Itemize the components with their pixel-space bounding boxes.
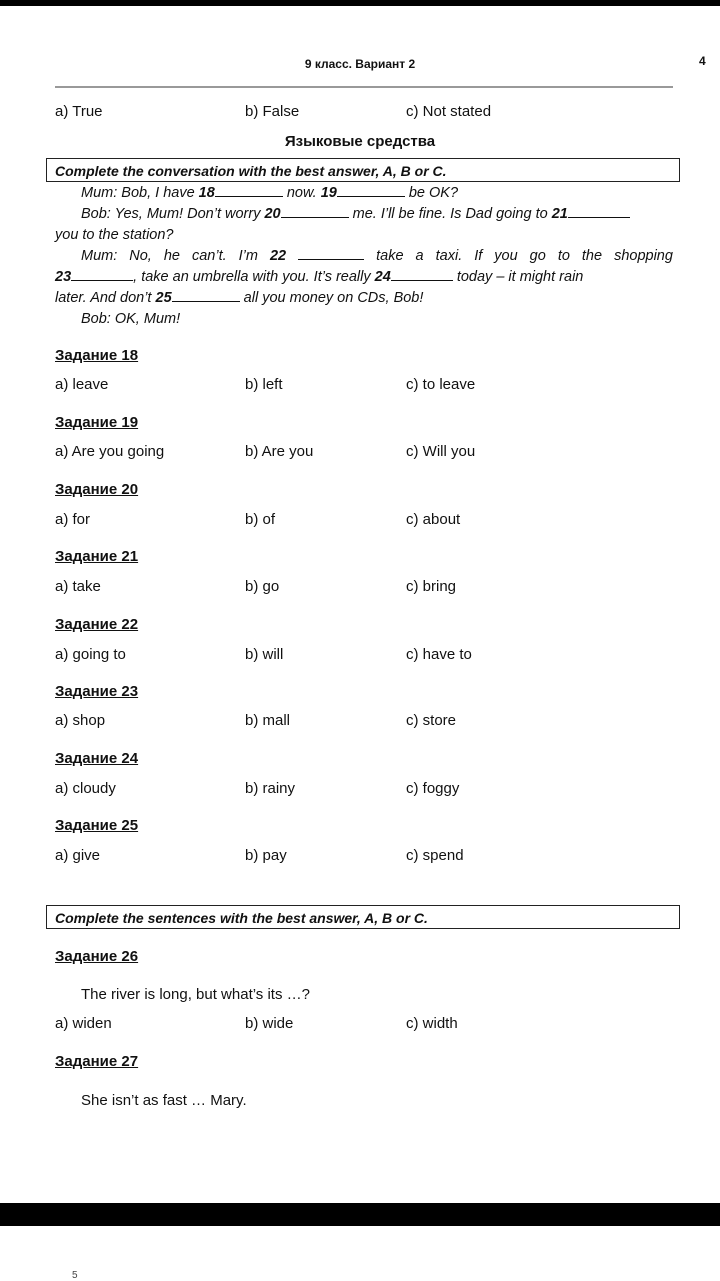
conv-word: shopping (614, 248, 673, 264)
answer-options (55, 376, 695, 396)
option-c: c) bring (406, 578, 457, 595)
option-c: c) about (406, 511, 461, 528)
gap-number: 22 (269, 248, 287, 264)
conv-word: he (163, 248, 180, 264)
gap-number: 19 (320, 185, 337, 201)
conv-text: Bob: OK, Mum! (81, 311, 181, 327)
conv-text: you to the station? (55, 227, 174, 243)
previous-answer-row (55, 103, 695, 123)
gap-number: 23 (55, 269, 72, 285)
conversation-line (55, 288, 673, 309)
answer-blank (568, 204, 630, 218)
answer-options (55, 646, 695, 666)
answer-options (55, 578, 695, 598)
conv-word: a (415, 248, 424, 264)
gap-number: 25 (155, 290, 172, 306)
option-c: c) have to (406, 646, 472, 663)
task-label: Задание 22 (55, 616, 139, 633)
conv-text: , take an umbrella with you. It’s really (133, 269, 375, 285)
task-label: Задание 25 (55, 817, 139, 834)
option-a: a) widen (55, 1015, 112, 1032)
task-sentence: The river is long, but what’s its …? (81, 986, 310, 1003)
option-a: a) Are you going (55, 443, 165, 460)
task-label: Задание 21 (55, 548, 139, 565)
page-title: 9 класс. Вариант 2 (304, 57, 416, 71)
option-b: b) will (245, 646, 284, 663)
task-label: Задание 19 (55, 414, 139, 431)
instruction-box-conversation: Complete the conversation with the best answer, A, B or C. (46, 158, 680, 182)
task-label: Задание 24 (55, 750, 139, 767)
conv-word: to (557, 248, 570, 264)
answer-options (55, 1015, 695, 1035)
option-a: a) for (55, 511, 91, 528)
conv-text: Bob: Yes, Mum! Don’t worry (81, 206, 265, 222)
section-title: Языковые средства (284, 133, 436, 150)
option-c: c) width (406, 1015, 458, 1032)
conv-text: me. I’ll be fine. Is Dad going to (348, 206, 552, 222)
answer-options (55, 780, 695, 800)
page-number: 4 (699, 54, 706, 68)
top-bar (0, 0, 720, 6)
conv-word: I’m (238, 248, 258, 264)
option-b: b) Are you (245, 443, 314, 460)
option-a: a) True (55, 103, 103, 120)
conv-text: later. And don’t (55, 290, 156, 306)
task-label: Задание 20 (55, 481, 139, 498)
conv-text: be OK? (404, 185, 459, 201)
conv-text: now. (282, 185, 321, 201)
option-c: c) spend (406, 847, 464, 864)
option-a: a) going to (55, 646, 126, 663)
answer-blank (172, 288, 240, 302)
option-b: b) False (245, 103, 300, 120)
option-a: a) leave (55, 376, 109, 393)
conv-word: can’t. (191, 248, 227, 264)
answer-options (55, 443, 695, 463)
conv-word: go (529, 248, 546, 264)
option-c: c) Not stated (406, 103, 492, 120)
conv-text: today – it might rain (452, 269, 584, 285)
option-c: c) foggy (406, 780, 460, 797)
task-sentence: She isn’t as fast … Mary. (81, 1092, 247, 1109)
task-label: Задание 26 (55, 948, 139, 965)
answer-options (55, 712, 695, 732)
answer-blank (298, 246, 364, 260)
option-a: a) cloudy (55, 780, 116, 797)
answer-blank (391, 267, 453, 281)
conversation-line (55, 267, 673, 288)
answer-blank (215, 183, 283, 197)
conv-word: you (494, 248, 518, 264)
option-a: a) take (55, 578, 101, 595)
answer-blank (71, 267, 133, 281)
instruction-box-sentences: Complete the sentences with the best answer, A, B or C. (46, 905, 680, 929)
option-b: b) left (245, 376, 283, 393)
conv-word: the (581, 248, 603, 264)
option-b: b) mall (245, 712, 291, 729)
gap-number: 24 (374, 269, 391, 285)
option-b: b) wide (245, 1015, 294, 1032)
gap-number: 21 (551, 206, 568, 222)
answer-blank (281, 204, 349, 218)
answer-blank (337, 183, 405, 197)
option-c: c) store (406, 712, 457, 729)
conv-word: Mum: (81, 248, 118, 264)
conversation-line (55, 204, 673, 225)
conversation-line (55, 309, 673, 330)
conversation (55, 183, 673, 330)
task-label: Задание 18 (55, 347, 139, 364)
option-b: b) of (245, 511, 276, 528)
header-divider (55, 86, 673, 88)
conversation-line (55, 246, 673, 267)
option-b: b) go (245, 578, 280, 595)
conv-word: take (376, 248, 404, 264)
option-c: c) to leave (406, 376, 476, 393)
conv-text: Mum: Bob, I have (81, 185, 199, 201)
option-a: a) give (55, 847, 101, 864)
conv-word: If (474, 248, 483, 264)
gap-number: 20 (264, 206, 281, 222)
task-label: Задание 27 (55, 1053, 139, 1070)
answer-options (55, 511, 695, 531)
option-a: a) shop (55, 712, 106, 729)
next-page-number: 5 (72, 1270, 78, 1281)
conversation-line (55, 183, 673, 204)
gap-number: 18 (198, 185, 215, 201)
conv-word: taxi. (435, 248, 463, 264)
answer-options (55, 847, 695, 867)
conversation-line (55, 225, 673, 246)
option-c: c) Will you (406, 443, 476, 460)
page-header (0, 54, 720, 73)
task-label: Задание 23 (55, 683, 139, 700)
option-b: b) rainy (245, 780, 296, 797)
conv-text: all you money on CDs, Bob! (239, 290, 424, 306)
conv-word: No, (129, 248, 152, 264)
bottom-bar (0, 1203, 720, 1226)
option-b: b) pay (245, 847, 287, 864)
